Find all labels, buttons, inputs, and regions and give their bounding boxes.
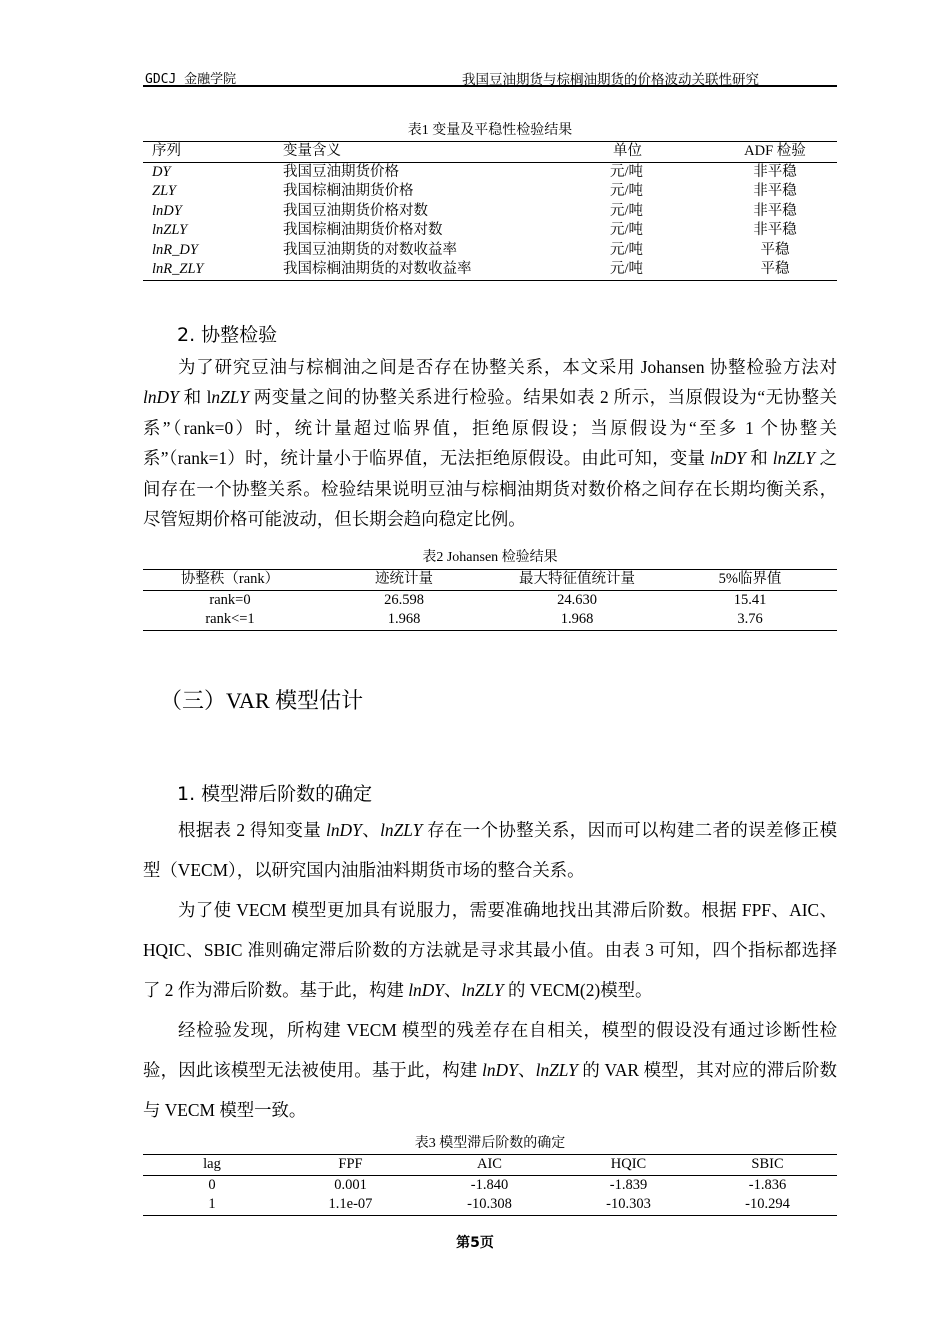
cell: 我国棕榈油期货价格: [283, 183, 414, 199]
cell: 1.968: [560, 611, 594, 627]
cell: 非平稳: [753, 183, 797, 199]
table-row: [143, 202, 837, 222]
cell: DY: [152, 163, 171, 180]
cell: 我国棕榈油期货的对数收益率: [283, 261, 472, 277]
table2-col-maxeig: 最大特征值统计量: [519, 571, 635, 587]
table3-col-aic: AIC: [477, 1156, 502, 1172]
page-number: 第5页: [456, 1235, 494, 1251]
table3-col-fpf: FPF: [338, 1156, 363, 1172]
table-row: [143, 610, 837, 630]
cell: 元/吨: [610, 222, 644, 238]
header-institution: GDCJ 金融学院: [145, 72, 237, 87]
section-heading-var: （三）VAR 模型估计: [160, 688, 364, 713]
paragraph-var-model: 经检验发现，所构建 VECM 模型的残差存在自相关，模型的假设没有通过诊断性检验，因此该模型无法被使用。基于此，构建 lnDY、lnZLY 的 VAR 模型，其对应的滞后阶数与 VECM 模型一致。: [143, 1020, 837, 1120]
table1: [143, 141, 837, 281]
table-row: [143, 182, 837, 202]
table3-caption: 表3 模型滞后阶数的确定: [414, 1136, 566, 1151]
cell: 24.630: [557, 591, 597, 608]
table1-col-meaning: 变量含义: [283, 143, 341, 159]
cell: rank=0: [209, 591, 251, 608]
cell: lnDY: [152, 202, 182, 219]
cell: -1.839: [609, 1176, 648, 1193]
table1-col-series: 序列: [152, 143, 181, 159]
cell: 平稳: [760, 261, 790, 277]
cell: 1: [208, 1196, 216, 1212]
table-row: [143, 260, 837, 280]
cell: 我国豆油期货的对数收益率: [283, 241, 457, 258]
cell: ZLY: [152, 183, 176, 199]
header-paper-title: 我国豆油期货与棕榈油期货的价格波动关联性研究: [462, 72, 759, 87]
cell: -1.836: [748, 1176, 787, 1193]
table3: [143, 1154, 837, 1216]
cell: -1.840: [470, 1176, 509, 1193]
subsection-heading-lag: 1. 模型滞后阶数的确定: [177, 783, 373, 805]
cell: 0.001: [334, 1176, 367, 1193]
table2-header-row: [143, 570, 837, 591]
cell: 非平稳: [753, 163, 797, 180]
table-row: [143, 162, 837, 182]
cell: -10.303: [606, 1196, 651, 1212]
table2-col-trace: 迹统计量: [375, 571, 433, 587]
cell: 元/吨: [610, 202, 644, 219]
table-row: [143, 1175, 837, 1195]
cell: -10.308: [467, 1196, 512, 1212]
table3-col-hqic: HQIC: [610, 1156, 647, 1172]
section-heading-cointegration: 2. 协整检验: [177, 324, 278, 346]
cell: 元/吨: [610, 183, 644, 199]
cell: 元/吨: [610, 241, 644, 258]
cell: 我国豆油期货价格: [283, 163, 399, 180]
cell: 15.41: [733, 591, 767, 608]
table1-header-row: [143, 142, 837, 163]
table1-col-unit: 单位: [613, 143, 642, 159]
table2-caption: 表2 Johansen 检验结果: [422, 550, 558, 565]
header-rule: [143, 85, 837, 87]
table-row: [143, 221, 837, 241]
cell: 非平稳: [753, 222, 797, 238]
cell: 元/吨: [610, 163, 644, 180]
cell: -10.294: [745, 1196, 790, 1212]
cell: lnZLY: [152, 222, 188, 238]
paragraph-lag-criteria: 为了使 VECM 模型更加具有说服力，需要准确地找出其滞后阶数。根据 FPF、AIC、HQIC、SBIC 准则确定滞后阶数的方法就是寻求其最小值。由表 3 可知，四个指标都选择了 2 作为滞后阶数。基于此，构建 lnDY、lnZLY 的 VECM(2)模型。: [143, 900, 837, 1000]
cell: 26.598: [384, 591, 424, 608]
cell: rank<=1: [205, 611, 255, 627]
table-row: [143, 590, 837, 610]
cell: 1.1e-07: [328, 1196, 373, 1212]
cell: 平稳: [760, 241, 790, 258]
table1-col-adf: ADF 检验: [744, 143, 806, 159]
table-row: [143, 241, 837, 261]
table1-caption: 表1 变量及平稳性检验结果: [407, 123, 573, 138]
table3-col-lag: lag: [203, 1156, 221, 1172]
cell: lnR_DY: [152, 241, 198, 258]
cell: 3.76: [737, 611, 763, 627]
table3-header-row: [143, 1155, 837, 1176]
table2: [143, 569, 837, 631]
cell: 1.968: [387, 611, 421, 627]
table2-col-rank: 协整秩（rank）: [180, 571, 280, 587]
cell: lnR_ZLY: [152, 261, 204, 277]
table2-col-critical: 5%临界值: [718, 571, 782, 587]
cell: 我国豆油期货价格对数: [283, 202, 428, 219]
table-row: [143, 1195, 837, 1215]
paragraph-cointegration: 为了研究豆油与棕榈油之间是否存在协整关系，本文采用 Johansen 协整检验方法对 lnDY 和 lnZLY 两变量之间的协整关系进行检验。结果如表 2 所示，当原假设为“无协整关系”（rank=0）时，统计量超过临界值，拒绝原假设；当原假设为“至多 1 个协整关系”（rank=1）时，统计量小于临界值，无法拒绝原假设。由此可知，变量 lnDY 和 lnZLY 之间存在一个协整关系。检验结果说明豆油与棕榈油期货对数价格之间存在长期均衡关系，尽管短期价格可能波动，但长期会趋向稳定比例。: [143, 357, 837, 530]
cell: 元/吨: [610, 261, 644, 277]
cell: 0: [208, 1176, 216, 1193]
cell: 我国棕榈油期货价格对数: [283, 222, 443, 238]
cell: 非平稳: [753, 202, 797, 219]
table3-col-sbic: SBIC: [751, 1156, 784, 1172]
paragraph-vecm-intro: 根据表 2 得知变量 lnDY、lnZLY 存在一个协整关系，因而可以构建二者的误差修正模型（VECM），以研究国内油脂油料期货市场的整合关系。: [143, 820, 837, 880]
